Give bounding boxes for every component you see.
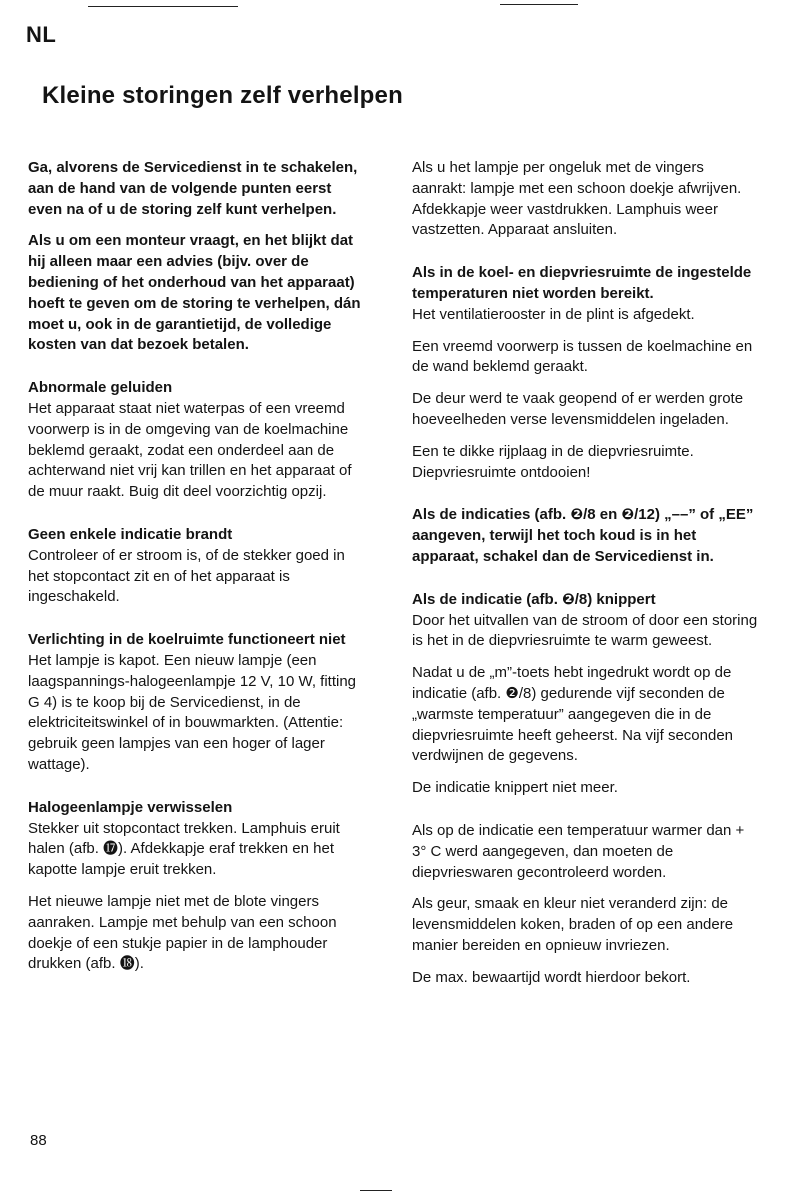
page-number: 88 xyxy=(30,1132,47,1149)
section-light-not-working xyxy=(28,630,368,776)
section-text: Stekker uit stopcontact trekken. Lamphuis eruit halen (afb. ⓱). Afdekkapje eraf trekken en het kapotte lampje eruit trekken. xyxy=(28,819,340,879)
section-heading: Halogeenlampje verwisselen xyxy=(28,798,233,816)
section-text: De indicatie knippert niet meer. xyxy=(412,779,618,797)
section-heading: Verlichting in de koelruimte functioneert niet xyxy=(28,631,346,649)
section-text: Door het uitvallen van de stroom of door een storing is het in de diepvriesruimte te warm geweest. xyxy=(412,611,758,650)
language-label: NL xyxy=(26,22,57,47)
intro-paragraph-1: Ga, alvorens de Servicedienst in te schakelen, aan de hand van de volgende punten eerst even na of u de storing zelf kunt verhelpen. xyxy=(28,159,358,218)
section-heading: Abnormale geluiden xyxy=(28,379,173,397)
section-replace-halogen-lamp xyxy=(28,798,368,975)
top-rule-2 xyxy=(500,4,578,5)
section-heading: Als in de koel- en diepvriesruimte de ingestelde temperaturen niet worden bereikt. xyxy=(412,264,752,302)
section-text: Het ventilatierooster in de plint is afgedekt. xyxy=(412,305,695,323)
right-column xyxy=(412,158,758,1011)
section-check-frozen-food xyxy=(412,821,758,989)
section-text: Het apparaat staat niet waterpas of een vreemd voorwerp is in de omgeving van de koelmachine beklemd geraakt, zodat een onderdeel aan de achterwand niet vrij kan trillen en het apparaat of de muur raakt. Buig dit deel voorzichtig opzij. xyxy=(28,399,352,501)
section-text: Een vreemd voorwerp is tussen de koelmachine en de wand beklemd geraakt. xyxy=(412,337,753,376)
section-abnormal-noises xyxy=(28,378,368,503)
section-text: Nadat u de „m”-toets hebt ingedrukt wordt op de indicatie (afb. ❷/8) gedurende vijf seconden de „warmste temperatuur” aangegeven die in de diepvriesruimte heeft geheerst. Na vijf seconden verdwijnen de gegevens. xyxy=(412,664,734,765)
section-text: Het lampje is kapot. Een nieuw lampje (een laagspannings-halogeenlampje 12 V, 10 W, fitting G 4) is te koop bij de Servicedienst, in de elektriciteitswinkel of in bouwmarkten. (Attentie: gebruik geen lampjes van een hoger of lager wattage). xyxy=(28,651,357,773)
section-text: De deur werd te vaak geopend of er werden grote hoeveelheden verse levensmiddelen ingeladen. xyxy=(412,390,744,428)
section-indicator-error xyxy=(412,505,758,567)
section-heading: Als de indicatie (afb. ❷/8) knippert xyxy=(412,590,656,608)
section-heading: Geen enkele indicatie brandt xyxy=(28,525,233,543)
section-text: De max. bewaartijd wordt hierdoor bekort. xyxy=(412,968,691,986)
top-rule-1 xyxy=(88,6,238,7)
section-indicator-flashing xyxy=(412,590,758,799)
section-temperature-not-reached xyxy=(412,263,758,483)
section-text: Controleer of er stroom is, of de stekker goed in het stopcontact zit en of het apparaat is ingeschakeld. xyxy=(28,546,345,606)
intro-paragraph-2: Als u om een monteur vraagt, en het blijkt dat hij alleen maar een advies (bijv. over de bediening of het onderhoud van het apparaat) hoeft te geven om de storing te verhelpen, dán moet u, ook in de garantietijd, de volledige kosten van dat bezoek betalen. xyxy=(28,232,361,354)
left-column xyxy=(28,158,368,997)
lamp-touch-paragraph: Als u het lampje per ongeluk met de vingers aanrakt: lampje met een schoon doekje afwrijven. Afdekkapje weer vastdrukken. Lamphuis weer vastzetten. Apparaat ansluiten. xyxy=(412,159,742,239)
bottom-rule xyxy=(360,1190,392,1191)
section-heading: Als de indicaties (afb. ❷/8 en ❷/12) „––” of „EE” aangeven, terwijl het toch koud is in het apparaat, schakel dan de Servicedienst in. xyxy=(412,506,754,565)
section-text: Het nieuwe lampje niet met de blote vingers aanraken. Lampje met behulp van een schoon doekje of een stukje papier in de lamphouder drukken (afb. ⓲). xyxy=(28,892,337,973)
section-no-indicator xyxy=(28,525,368,608)
section-text: Als geur, smaak en kleur niet veranderd zijn: de levensmiddelen koken, braden of op een andere manier bereiden en opnieuw invriezen. xyxy=(412,895,734,954)
section-text: Een te dikke rijplaag in de diepvriesruimte. Diepvriesruimte ontdooien! xyxy=(412,442,694,481)
page-title: Kleine storingen zelf verhelpen xyxy=(42,82,403,109)
section-text: Als op de indicatie een temperatuur warmer dan + 3° C werd aangegeven, dan moeten de diepvrieswaren gecontroleerd worden. xyxy=(412,821,745,881)
